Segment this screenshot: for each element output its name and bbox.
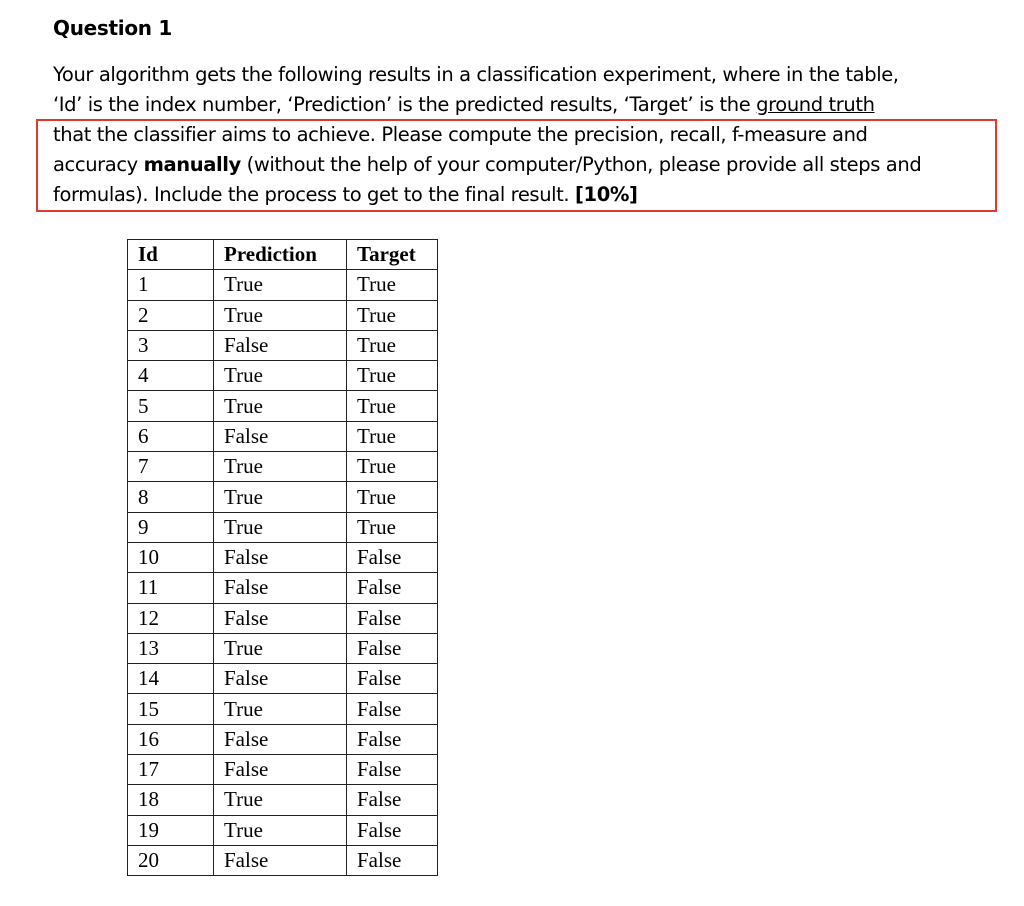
cell-id: 19 bbox=[128, 815, 214, 845]
cell-prediction: True bbox=[214, 815, 347, 845]
cell-target: False bbox=[347, 633, 438, 663]
cell-prediction: True bbox=[214, 633, 347, 663]
cell-target: False bbox=[347, 694, 438, 724]
cell-prediction: True bbox=[214, 300, 347, 330]
cell-id: 11 bbox=[128, 573, 214, 603]
table-row bbox=[128, 542, 438, 572]
cell-prediction: False bbox=[214, 724, 347, 754]
cell-prediction: True bbox=[214, 391, 347, 421]
cell-prediction: False bbox=[214, 330, 347, 360]
table-row bbox=[128, 845, 438, 875]
cell-target: False bbox=[347, 664, 438, 694]
cell-prediction: True bbox=[214, 785, 347, 815]
cell-id: 16 bbox=[128, 724, 214, 754]
underlined-text: ground truth bbox=[756, 93, 875, 116]
table-row bbox=[128, 694, 438, 724]
table-row bbox=[128, 330, 438, 360]
question-instructions bbox=[53, 120, 993, 210]
header-id: Id bbox=[128, 240, 214, 270]
cell-id: 10 bbox=[128, 542, 214, 572]
cell-target: False bbox=[347, 573, 438, 603]
cell-prediction: True bbox=[214, 512, 347, 542]
table-row bbox=[128, 270, 438, 300]
cell-id: 5 bbox=[128, 391, 214, 421]
cell-prediction: False bbox=[214, 542, 347, 572]
cell-prediction: False bbox=[214, 573, 347, 603]
cell-id: 13 bbox=[128, 633, 214, 663]
table-header-row bbox=[128, 240, 438, 270]
cell-id: 3 bbox=[128, 330, 214, 360]
table-row bbox=[128, 785, 438, 815]
question-line-5: formulas). Include the process to get to the final result. [10%] bbox=[53, 183, 638, 206]
cell-target: False bbox=[347, 845, 438, 875]
question-title: Question 1 bbox=[53, 16, 172, 40]
cell-prediction: True bbox=[214, 694, 347, 724]
cell-target: False bbox=[347, 755, 438, 785]
table-row bbox=[128, 755, 438, 785]
cell-target: False bbox=[347, 724, 438, 754]
cell-prediction: False bbox=[214, 664, 347, 694]
cell-prediction: False bbox=[214, 603, 347, 633]
table-row bbox=[128, 633, 438, 663]
cell-target: True bbox=[347, 452, 438, 482]
table-row bbox=[128, 482, 438, 512]
cell-target: True bbox=[347, 300, 438, 330]
question-line-1: Your algorithm gets the following results in a classification experiment, where in the table, bbox=[53, 63, 899, 86]
cell-id: 18 bbox=[128, 785, 214, 815]
cell-id: 20 bbox=[128, 845, 214, 875]
table-row bbox=[128, 603, 438, 633]
cell-prediction: True bbox=[214, 482, 347, 512]
table-row bbox=[128, 452, 438, 482]
table-row bbox=[128, 664, 438, 694]
cell-target: True bbox=[347, 270, 438, 300]
cell-prediction: True bbox=[214, 452, 347, 482]
cell-id: 14 bbox=[128, 664, 214, 694]
question-line-4: accuracy manually (without the help of your computer/Python, please provide all steps and bbox=[53, 153, 922, 176]
marks-badge: [10%] bbox=[575, 183, 638, 206]
question-line-2: ‘Id’ is the index number, ‘Prediction’ is the predicted results, ‘Target’ is the ground truth bbox=[53, 93, 875, 116]
cell-id: 17 bbox=[128, 755, 214, 785]
cell-target: False bbox=[347, 785, 438, 815]
cell-target: True bbox=[347, 330, 438, 360]
header-target: Target bbox=[347, 240, 438, 270]
cell-target: False bbox=[347, 815, 438, 845]
cell-prediction: True bbox=[214, 361, 347, 391]
cell-target: True bbox=[347, 361, 438, 391]
cell-prediction: False bbox=[214, 421, 347, 451]
table-row bbox=[128, 391, 438, 421]
table-row bbox=[128, 361, 438, 391]
question-line-3: that the classifier aims to achieve. Please compute the precision, recall, f-measure and bbox=[53, 123, 868, 146]
table-row bbox=[128, 815, 438, 845]
results-table bbox=[127, 239, 438, 876]
table-row bbox=[128, 512, 438, 542]
table-row bbox=[128, 421, 438, 451]
cell-id: 1 bbox=[128, 270, 214, 300]
cell-target: True bbox=[347, 512, 438, 542]
cell-id: 6 bbox=[128, 421, 214, 451]
cell-prediction: False bbox=[214, 845, 347, 875]
cell-target: True bbox=[347, 482, 438, 512]
cell-target: False bbox=[347, 603, 438, 633]
cell-id: 7 bbox=[128, 452, 214, 482]
cell-id: 12 bbox=[128, 603, 214, 633]
header-prediction: Prediction bbox=[214, 240, 347, 270]
cell-target: True bbox=[347, 421, 438, 451]
cell-id: 15 bbox=[128, 694, 214, 724]
cell-id: 8 bbox=[128, 482, 214, 512]
table-row bbox=[128, 300, 438, 330]
table-row bbox=[128, 573, 438, 603]
cell-prediction: True bbox=[214, 270, 347, 300]
cell-prediction: False bbox=[214, 755, 347, 785]
cell-target: True bbox=[347, 391, 438, 421]
table-row bbox=[128, 724, 438, 754]
question-intro bbox=[53, 60, 993, 120]
cell-id: 9 bbox=[128, 512, 214, 542]
cell-id: 2 bbox=[128, 300, 214, 330]
emphasis-manually: manually bbox=[143, 153, 241, 176]
cell-id: 4 bbox=[128, 361, 214, 391]
cell-target: False bbox=[347, 542, 438, 572]
